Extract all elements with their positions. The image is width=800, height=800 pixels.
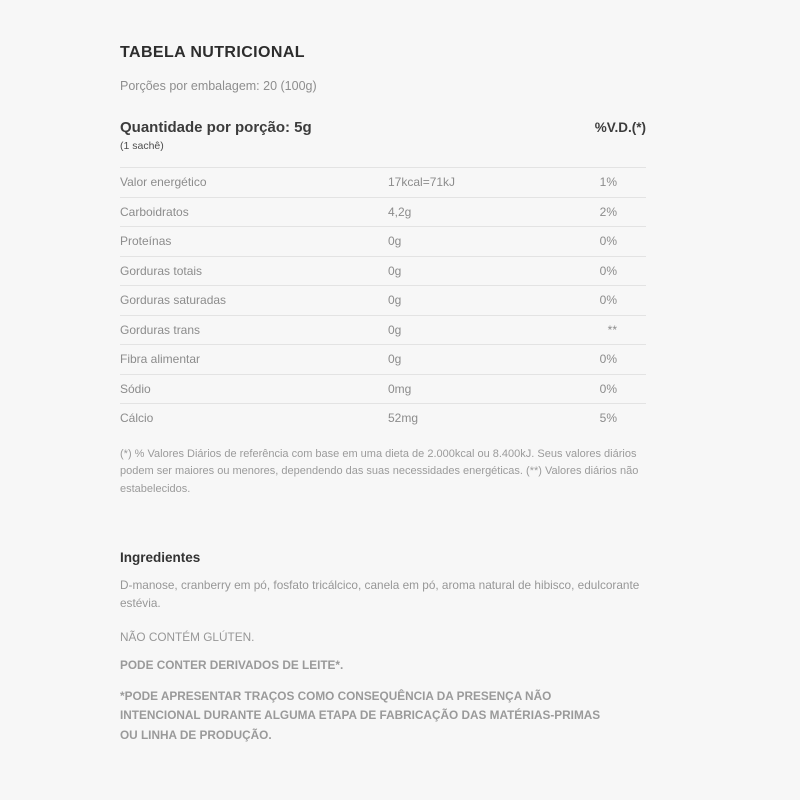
- table-header: [120, 119, 646, 152]
- nutrient-value: 17kcal=71kJ: [388, 175, 456, 190]
- ingredients-list: D-manose, cranberry em pó, fosfato tricálcico, canela em pó, aroma natural de hibisco, edulcorante estévia.: [120, 578, 640, 610]
- nutrient-value: 0mg: [388, 381, 412, 396]
- page-title: TABELA NUTRICIONAL: [120, 44, 305, 61]
- table-row: [120, 197, 646, 227]
- nutrient-dv: 0%: [599, 263, 617, 278]
- nutrient-label: Sódio: [120, 381, 151, 396]
- nutrient-label: Proteínas: [120, 234, 172, 249]
- nutrient-value: 0g: [388, 322, 402, 337]
- nutrient-label: Gorduras trans: [120, 322, 201, 337]
- table-row: [120, 285, 646, 315]
- table-row: [120, 256, 646, 286]
- nutrition-label: [120, 44, 646, 757]
- nutrient-value: 0g: [388, 234, 402, 249]
- quantity-per-serving-header: Quantidade por porção: 5g: [120, 119, 312, 136]
- table-row: [120, 315, 646, 345]
- trace-warning: *PODE APRESENTAR TRAÇOS COMO CONSEQUÊNCIA DA PRESENÇA NÃO INTENCIONAL DURANTE ALGUMA ETAPA DE FABRICAÇÃO DAS MATÉRIAS-PRIMAS OU LINHA DE PRODUÇÃO.: [120, 688, 601, 742]
- nutrient-label: Cálcio: [120, 411, 154, 426]
- table-row: [120, 374, 646, 404]
- nutrient-dv: 5%: [599, 411, 617, 426]
- nutrient-dv: 0%: [599, 381, 617, 396]
- daily-values-footnote: (*) % Valores Diários de referência com base em uma dieta de 2.000kcal ou 8.400kJ. Seus valores diários podem ser maiores ou menores, dependendo das suas necessidades energéticas. (**) Valores diários não estabelecidos.: [120, 447, 639, 495]
- nutrient-dv: 2%: [599, 204, 617, 219]
- nutrient-label: Gorduras saturadas: [120, 293, 227, 308]
- gluten-free-note: NÃO CONTÉM GLÚTEN.: [120, 629, 255, 644]
- nutrition-table: [120, 167, 646, 433]
- nutrient-value: 4,2g: [388, 204, 412, 219]
- nutrient-value: 52mg: [388, 411, 419, 426]
- table-row: [120, 403, 646, 433]
- nutrient-dv: 0%: [599, 293, 617, 308]
- nutrient-dv: 0%: [599, 234, 617, 249]
- nutrient-dv: 1%: [599, 175, 617, 190]
- servings-per-package: Porções por embalagem: 20 (100g): [120, 79, 317, 93]
- daily-value-header: %V.D.(*): [594, 120, 646, 135]
- nutrient-dv: 0%: [599, 352, 617, 367]
- nutrient-label: Gorduras totais: [120, 263, 203, 278]
- nutrient-label: Fibra alimentar: [120, 352, 201, 367]
- table-row: [120, 344, 646, 374]
- table-row: [120, 226, 646, 256]
- nutrient-label: Valor energético: [120, 175, 207, 190]
- quantity-header-group: [120, 119, 312, 152]
- nutrient-value: 0g: [388, 293, 402, 308]
- dairy-warning: PODE CONTER DERIVADOS DE LEITE*.: [120, 657, 344, 672]
- serving-unit-note: (1 sachê): [120, 140, 164, 152]
- nutrient-value: 0g: [388, 263, 402, 278]
- ingredients-title: Ingredientes: [120, 550, 201, 566]
- table-row: [120, 167, 646, 197]
- nutrient-value: 0g: [388, 352, 402, 367]
- nutrient-label: Carboidratos: [120, 204, 189, 219]
- nutrient-dv: **: [607, 322, 617, 337]
